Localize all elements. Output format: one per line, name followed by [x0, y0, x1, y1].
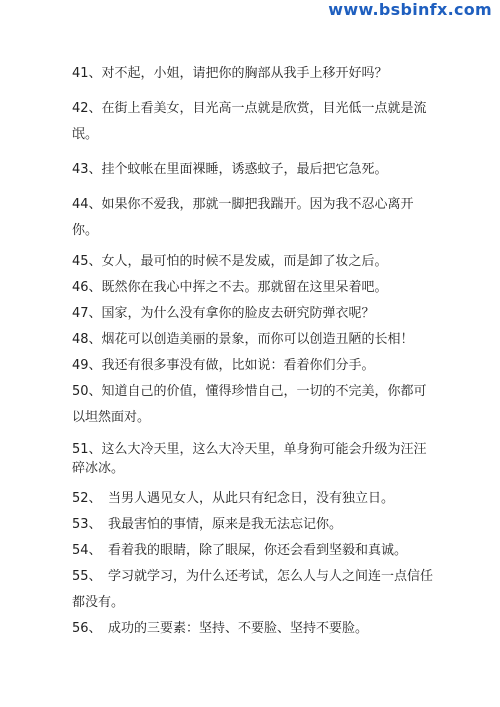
- list-item: [72, 301, 438, 327]
- quote-text: 46、既然你在我心中挥之不去。那就留在这里呆着吧。: [72, 280, 388, 295]
- list-item: [72, 616, 438, 642]
- list-item: [72, 192, 438, 244]
- quote-text: 43、挂个蚊帐在里面裸睡，诱惑蚊子，最后把它急死。: [72, 162, 388, 177]
- list-item: [72, 249, 438, 275]
- quote-text: 45、女人，最可怕的时候不是发威，而是卸了妆之后。: [72, 254, 388, 269]
- list-item: [72, 157, 438, 183]
- quote-text: 47、国家，为什么没有拿你的脸皮去研究防弹衣呢？: [72, 306, 375, 321]
- list-item: [72, 379, 438, 431]
- quote-text: 44、如果你不爱我，那就一脚把我踹开。因为我不忍心离开你。: [72, 197, 414, 238]
- list-item: [72, 327, 438, 353]
- quote-text: 51、这么大冷天里，这么大冷天里，单身狗可能会升级为汪汪碎冰冰。: [72, 442, 427, 476]
- quote-text: 56、 成功的三要素：坚持、不要脸、坚持不要脸。: [72, 621, 369, 636]
- quote-text: 54、 看着我的眼睛，除了眼屎，你还会看到坚毅和真诚。: [72, 543, 408, 558]
- quote-list: [72, 61, 447, 642]
- list-item: [72, 538, 438, 564]
- quote-text: 55、 学习就学习，为什么还考试，怎么人与人之间连一点信任 都没有。: [72, 569, 447, 610]
- quote-text: 42、在街上看美女，目光高一点就是欣赏，目光低一点就是流氓。: [72, 101, 427, 142]
- quote-text: 50、知道自己的价值，懂得珍惜自己，一切的不完美，你都可以坦然面对。: [72, 384, 427, 425]
- quote-text: 41、对不起，小姐，请把你的胸部从我手上移开好吗？: [72, 66, 388, 81]
- list-item: [72, 512, 438, 538]
- list-item: [72, 353, 438, 379]
- list-item: [72, 275, 438, 301]
- list-item: [72, 436, 438, 481]
- quote-text: 49、我还有很多事没有做，比如说：看着你们分手。: [72, 358, 375, 373]
- site-watermark: www.bsbinfx.com: [328, 0, 492, 19]
- list-item: [72, 96, 438, 148]
- list-item: [72, 61, 438, 87]
- quote-text: 53、 我最害怕的事情，原来是我无法忘记你。: [72, 517, 343, 532]
- list-item: [72, 486, 438, 512]
- list-item: [72, 564, 447, 616]
- quote-text: 52、 当男人遇见女人，从此只有纪念日，没有独立日。: [72, 491, 395, 506]
- quote-text: 48、烟花可以创造美丽的景象，而你可以创造丑陋的长相！: [72, 332, 414, 347]
